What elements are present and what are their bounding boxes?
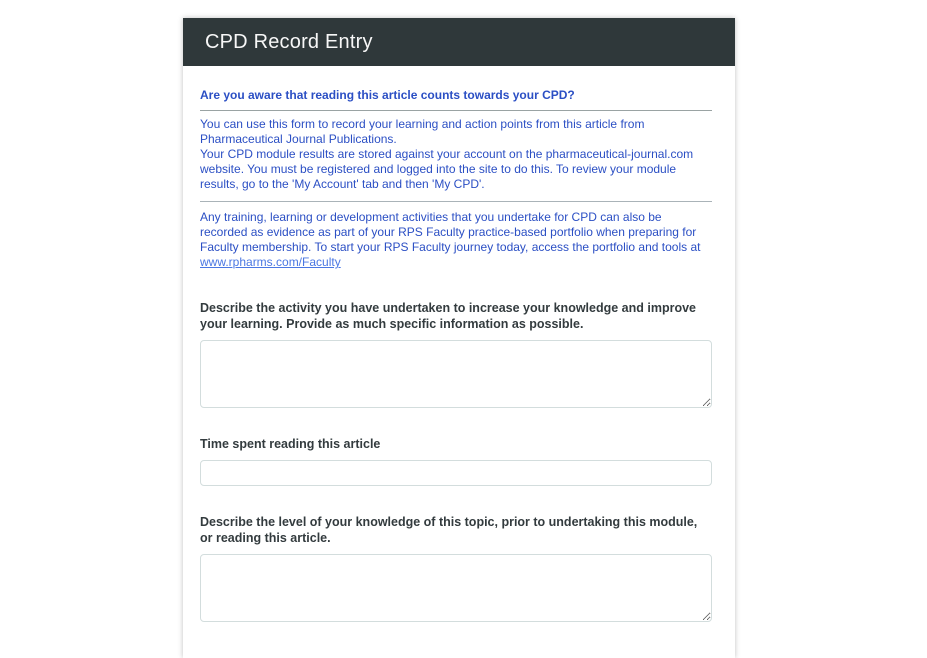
intro-paragraph-2-text: Any training, learning or development activities that you undertake for CPD can also be recorded as evidence as part of your RPS Faculty practice-based portfolio when preparing for Faculty membership. To start your RPS Faculty journey today, access the portfolio and tools at xyxy=(200,210,701,254)
activity-description-label: Describe the activity you have undertaken to increase your knowledge and improve your learning. Provide as much specific information as possible. xyxy=(200,301,696,331)
page-title: CPD Record Entry xyxy=(205,30,373,53)
time-spent-label: Time spent reading this article xyxy=(200,437,381,451)
intro-paragraph-1 xyxy=(200,117,712,192)
rpharms-faculty-link[interactable]: www.rpharms.com/Faculty xyxy=(200,255,341,269)
card-header xyxy=(183,18,735,66)
divider xyxy=(200,110,712,111)
intro-paragraph-1-line-2: Your CPD module results are stored against your account on the pharmaceutical-journal.com website. You must be registered and logged into the site to do this. To review your module results, go to the 'My Account' tab and then 'My CPD'. xyxy=(200,147,694,191)
card-body xyxy=(183,66,735,642)
cpd-record-entry-card xyxy=(183,18,735,658)
intro-paragraph-1-line-1: You can use this form to record your learning and action points from this article from Pharmaceutical Journal Publications. xyxy=(200,117,645,146)
time-spent-input[interactable] xyxy=(200,460,712,486)
divider xyxy=(200,201,712,202)
intro-paragraph-2 xyxy=(200,210,712,270)
activity-description-textarea[interactable] xyxy=(200,340,712,408)
knowledge-level-textarea[interactable] xyxy=(200,554,712,622)
knowledge-level-label: Describe the level of your knowledge of this topic, prior to undertaking this module, or reading this article. xyxy=(200,515,698,545)
cpd-awareness-question: Are you aware that reading this article counts towards your CPD? xyxy=(200,88,575,102)
